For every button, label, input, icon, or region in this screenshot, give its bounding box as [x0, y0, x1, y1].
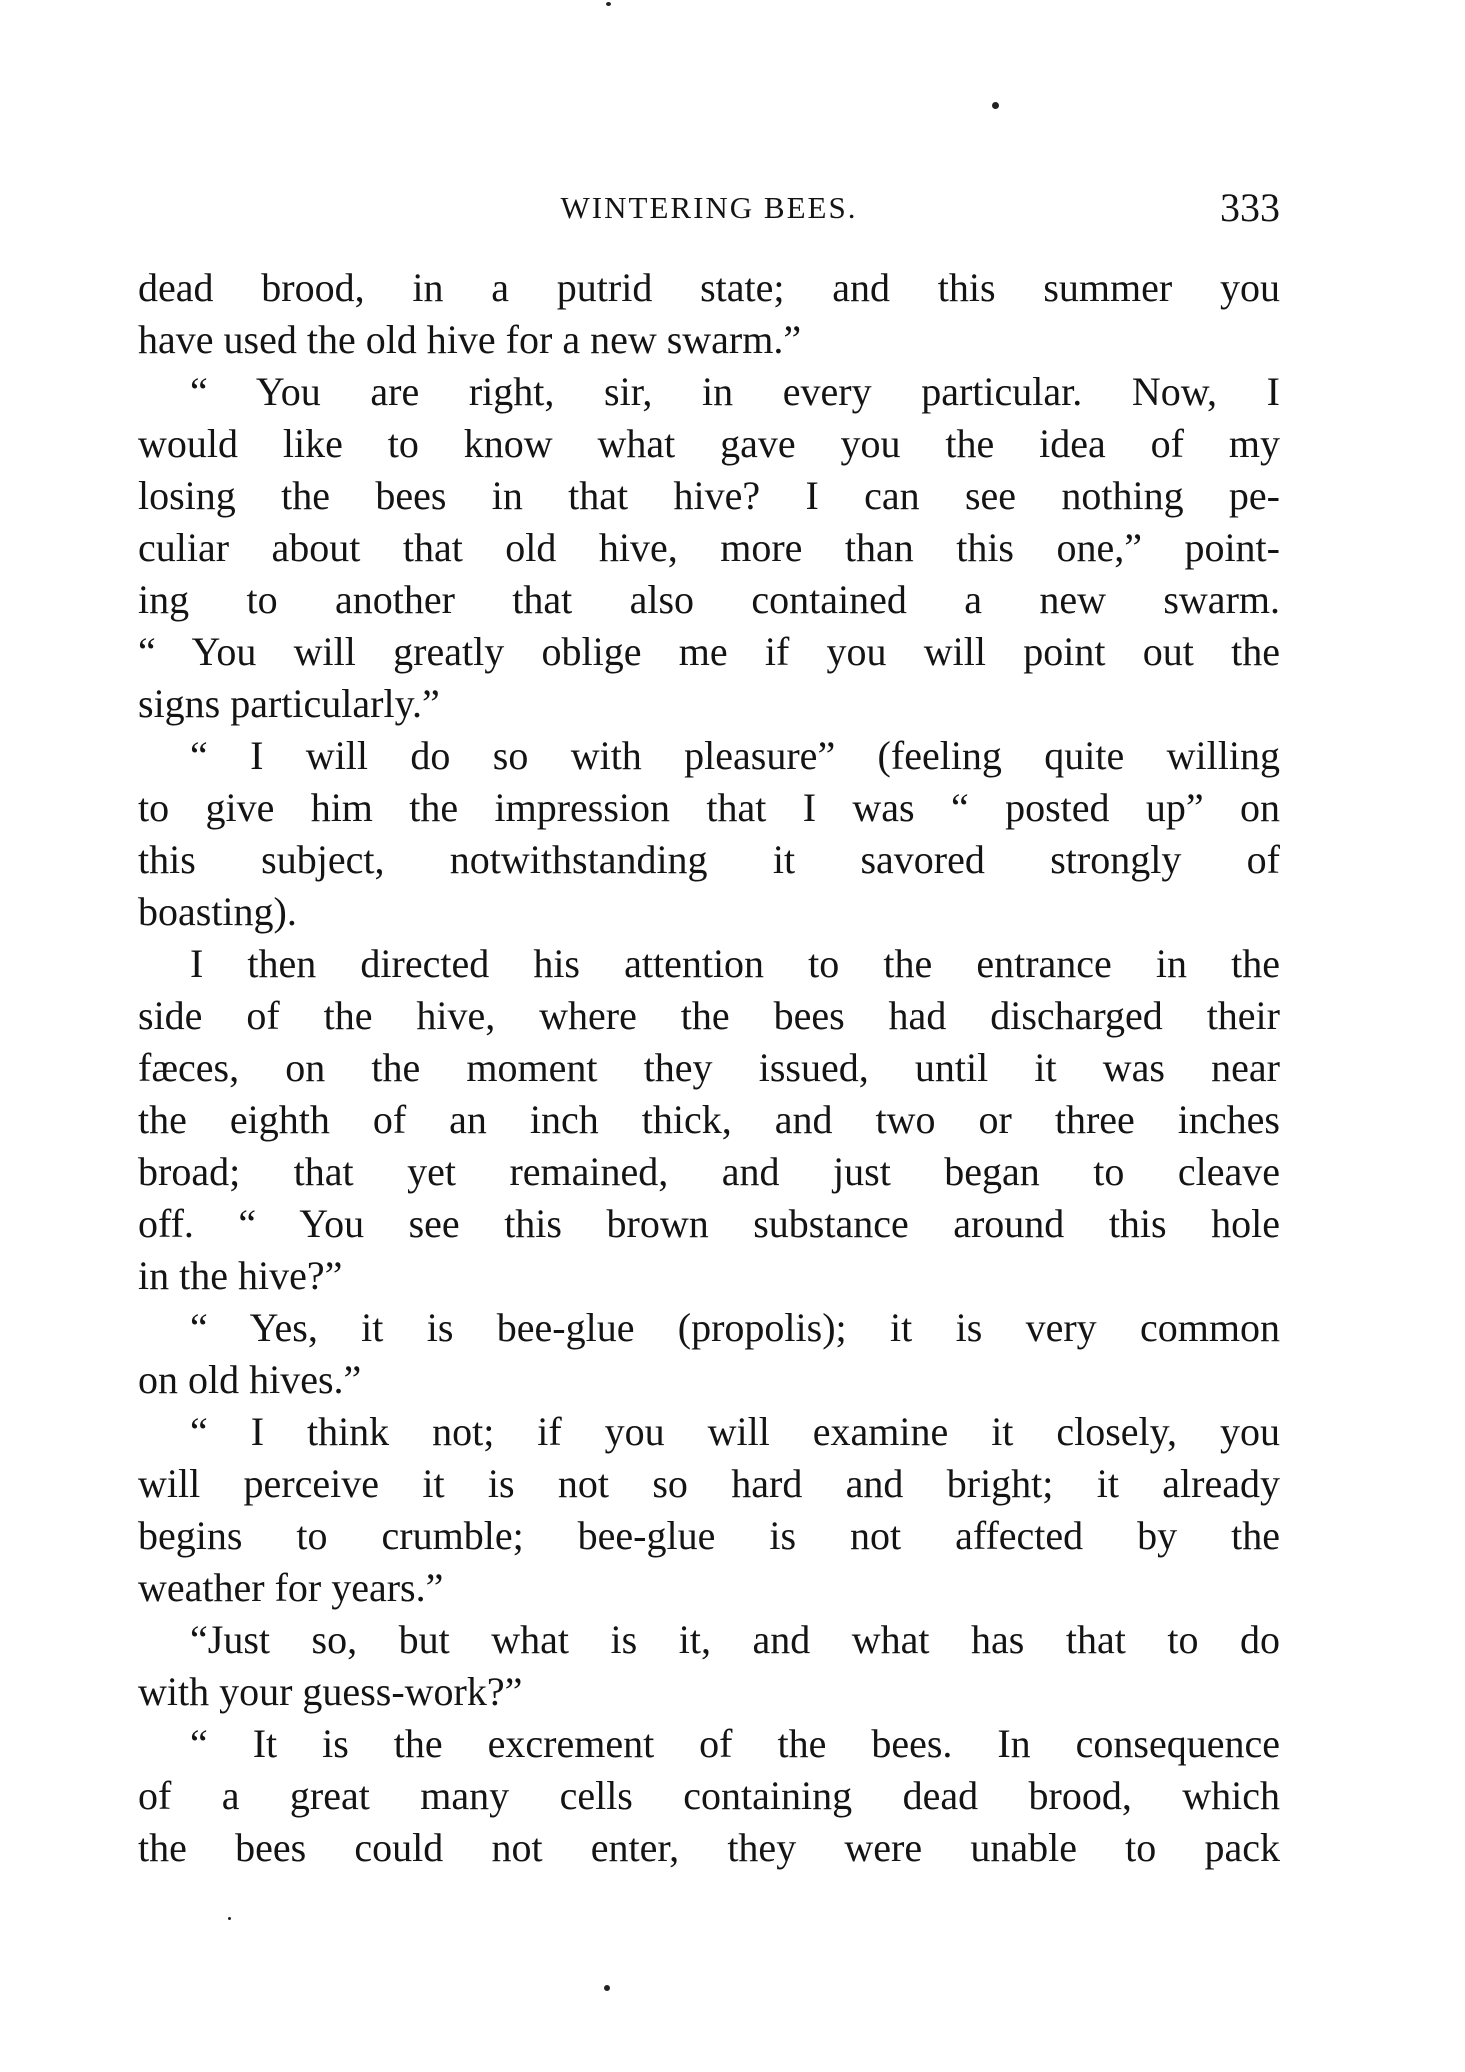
text-line: this subject, notwithstanding it savored strongly of — [138, 837, 1280, 882]
text-line: ing to another that also contained a new swarm. — [138, 577, 1280, 622]
text-line: boasting). — [138, 889, 297, 934]
text-line: dead brood, in a putrid state; and this summer you — [138, 265, 1280, 310]
text-line: “ You are right, sir, in every particular. Now, I — [190, 369, 1280, 414]
scan-speck — [992, 102, 999, 109]
page-number: 333 — [1220, 185, 1280, 230]
text-line: I then directed his attention to the entrance in the — [190, 941, 1280, 986]
text-line: signs particularly.” — [138, 681, 440, 726]
text-line: “ I will do so with pleasure” (feeling quite willing — [190, 733, 1280, 778]
running-head — [138, 186, 1280, 230]
text-line: would like to know what gave you the idea of my — [138, 421, 1280, 466]
text-line: fæces, on the moment they issued, until it was near — [138, 1045, 1280, 1090]
text-line: “ You will greatly oblige me if you will point out the — [138, 629, 1280, 674]
text-line: “ Yes, it is bee-glue (propolis); it is very common — [190, 1305, 1280, 1350]
text-line: the eighth of an inch thick, and two or three inches — [138, 1097, 1280, 1142]
text-line: “ I think not; if you will examine it closely, you — [190, 1409, 1280, 1454]
text-line: weather for years.” — [138, 1565, 444, 1610]
text-line: “Just so, but what is it, and what has that to do — [190, 1617, 1280, 1662]
text-line: the bees could not enter, they were unable to pack — [138, 1825, 1280, 1870]
text-line: losing the bees in that hive? I can see nothing pe- — [138, 473, 1280, 518]
text-line: with your guess-work?” — [138, 1669, 523, 1714]
text-line: off. “ You see this brown substance around this hole — [138, 1201, 1280, 1246]
text-line: broad; that yet remained, and just began to cleave — [138, 1149, 1280, 1194]
body-text — [138, 262, 1280, 1874]
text-line: to give him the impression that I was “ posted up” on — [138, 785, 1280, 830]
text-line: on old hives.” — [138, 1357, 362, 1402]
text-line: of a great many cells containing dead brood, which — [138, 1773, 1280, 1818]
scan-speck — [604, 1985, 610, 1991]
scan-speck — [606, 2, 611, 6]
text-line: have used the old hive for a new swarm.” — [138, 317, 802, 362]
text-line: “ It is the excrement of the bees. In consequence — [190, 1721, 1280, 1766]
scan-speck — [228, 1917, 231, 1920]
text-line: culiar about that old hive, more than this one,” point- — [138, 525, 1280, 570]
running-title: WINTERING BEES. — [560, 190, 858, 225]
text-line: will perceive it is not so hard and bright; it already — [138, 1461, 1280, 1506]
text-line: in the hive?” — [138, 1253, 343, 1298]
text-line: begins to crumble; bee-glue is not affected by the — [138, 1513, 1280, 1558]
text-line: side of the hive, where the bees had discharged their — [138, 993, 1280, 1038]
